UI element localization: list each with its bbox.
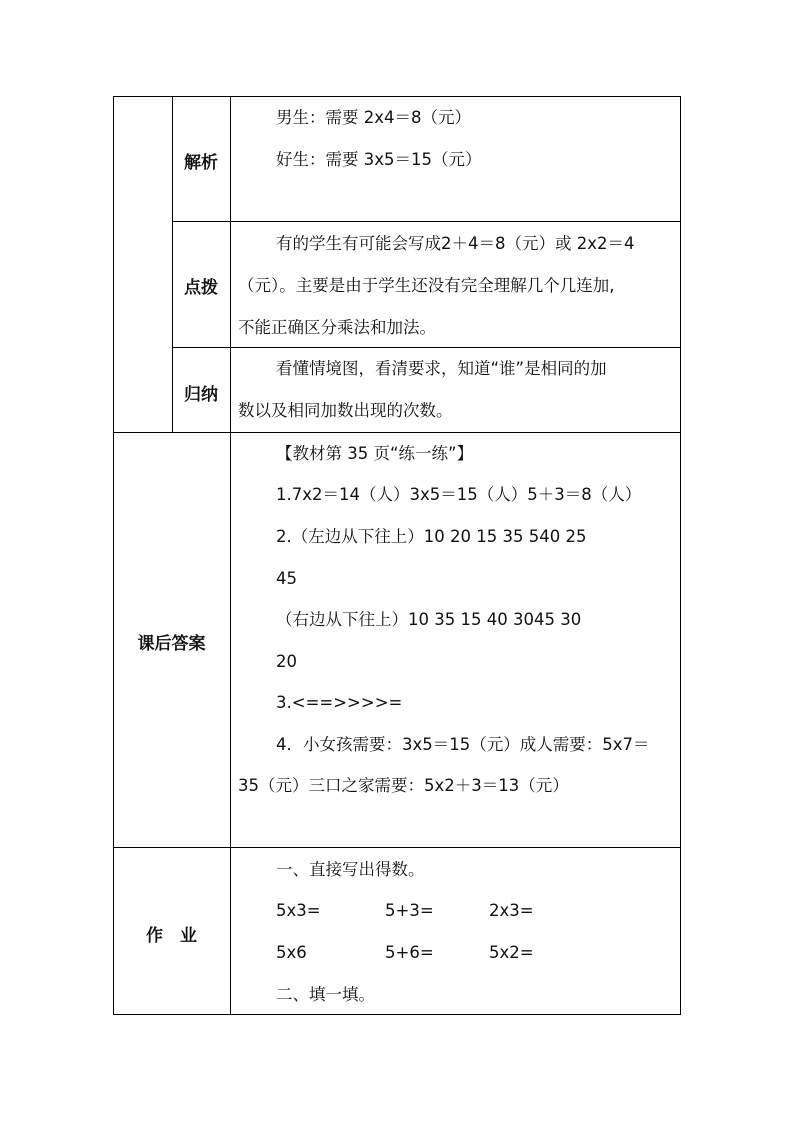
table-border-top xyxy=(113,96,681,97)
row-label-answers: 课后答案 xyxy=(137,634,206,654)
exercise-item: 5x3= xyxy=(276,901,321,920)
text-line: 45 xyxy=(276,569,297,588)
section-heading: 一、直接写出得数。 xyxy=(276,860,425,879)
text-line: 好生：需要 3x5＝15（元） xyxy=(276,150,482,169)
exercise-item: 2x3= xyxy=(489,901,534,920)
exercise-item: 5+3= xyxy=(385,901,434,920)
row-label-homework: 作 业 xyxy=(146,926,197,946)
text-line: 有的学生有可能会写成2＋4＝8（元）或 2x2＝4 xyxy=(276,234,635,253)
row-divider xyxy=(172,347,681,348)
row-divider xyxy=(172,221,681,222)
section-heading: 二、填一填。 xyxy=(276,985,375,1004)
text-line: 1.7x2＝14（人）3x5＝15（人）5＋3＝8（人） xyxy=(276,485,642,504)
text-line: （右边从下往上）10 35 15 40 3045 30 xyxy=(276,610,582,629)
text-line: 【教材第 35 页“练一练”】 xyxy=(276,444,474,463)
row-divider xyxy=(113,847,681,848)
text-line: 3.<==>>>>= xyxy=(276,693,403,712)
exercise-item: 5+6= xyxy=(385,943,434,962)
text-line: （元）。主要是由于学生还没有完全理解几个几连加, xyxy=(238,276,615,295)
text-line: 2.（左边从下往上）10 20 15 35 540 25 xyxy=(276,527,587,546)
row-label-jiexi: 解析 xyxy=(184,153,218,173)
exercise-item: 5x2= xyxy=(489,943,534,962)
text-line: 男生：需要 2x4＝8（元） xyxy=(276,108,472,127)
column-divider xyxy=(230,96,231,1015)
table-border-right xyxy=(680,96,681,1015)
text-line: 数以及相同加数出现的次数。 xyxy=(238,401,453,420)
text-line: 不能正确区分乘法和加法。 xyxy=(238,318,436,337)
table-border-left xyxy=(113,96,114,1015)
table-border-bottom xyxy=(113,1014,681,1015)
text-line: 20 xyxy=(276,652,297,671)
exercise-item: 5x6 xyxy=(276,943,307,962)
text-line: 看懂情境图，看清要求，知道“谁”是相同的加 xyxy=(276,359,607,378)
row-label-dianbo: 点拨 xyxy=(184,278,218,298)
row-label-guina: 归纳 xyxy=(184,385,218,405)
row-divider xyxy=(113,432,681,433)
text-line: 35（元）三口之家需要：5x2＋3＝13（元） xyxy=(238,776,569,795)
text-line: 4．小女孩需要：3x5＝15（元）成人需要：5x7＝ xyxy=(276,735,650,754)
